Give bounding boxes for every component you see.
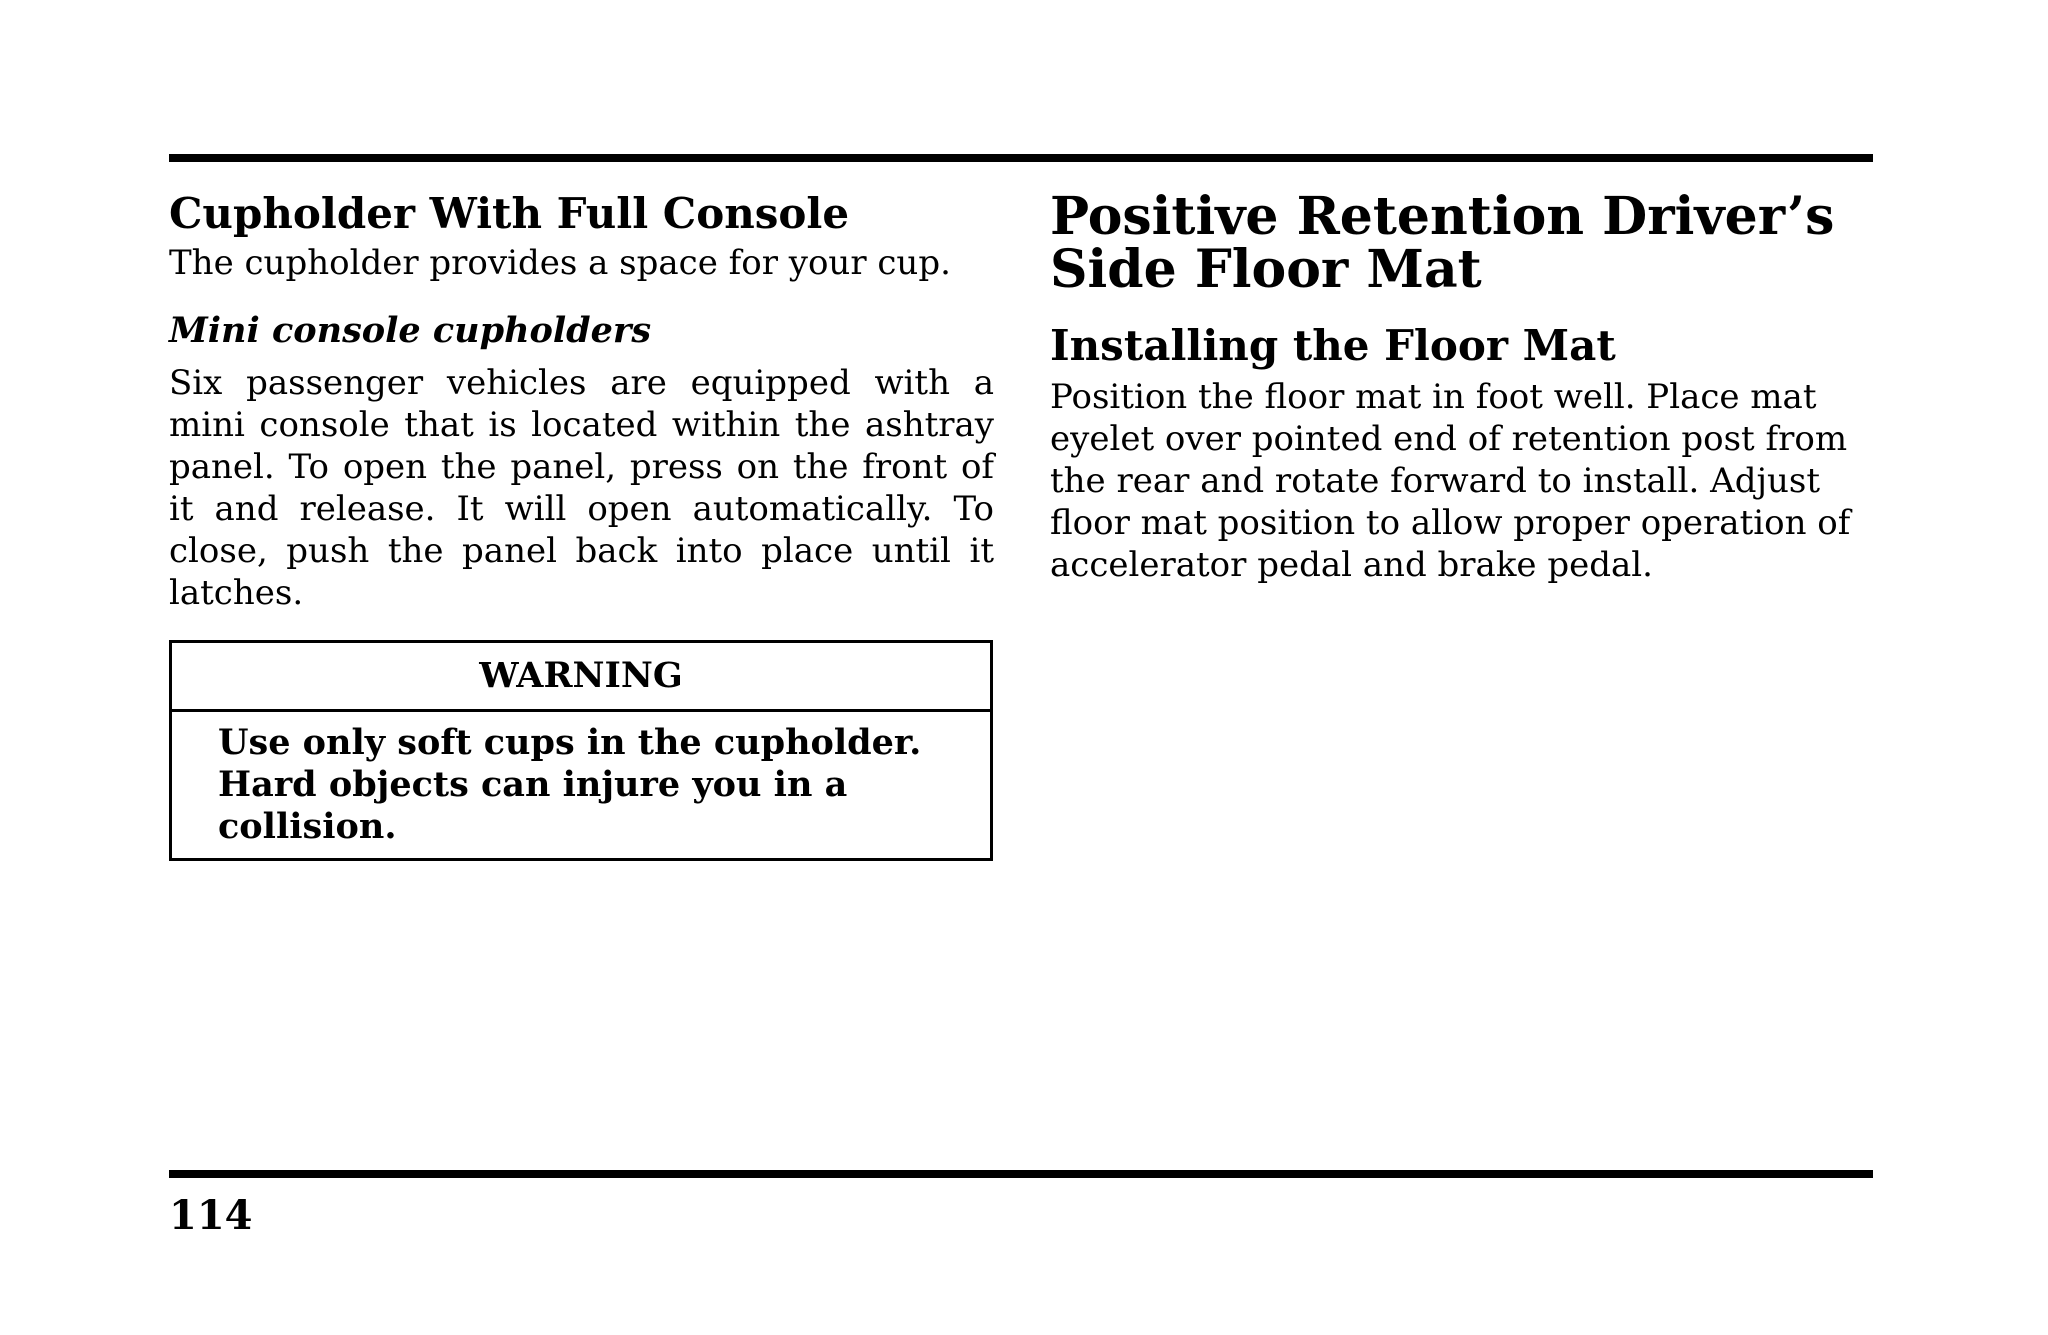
cupholder-section-text: The cupholder provides a space for your cup. <box>169 243 951 284</box>
right-column <box>1050 186 1880 586</box>
warning-heading: WARNING <box>172 643 990 712</box>
left-column <box>169 190 994 861</box>
top-rule <box>169 154 1873 162</box>
floor-mat-main-title: Positive Retention Driver’s Side Floor Mat <box>1050 186 1835 301</box>
page-number: 114 <box>169 1192 253 1239</box>
warning-text <box>172 712 990 858</box>
bottom-rule <box>169 1170 1873 1178</box>
cupholder-section-title: Cupholder With Full Console <box>169 189 850 238</box>
warning-box <box>169 640 993 861</box>
installing-floor-mat-text: Position the floor mat in foot well. Place mat eyelet over pointed end of retention post from the rear and rotate forward to install. Adjust floor mat position to allow proper operation of accelerator pedal and brake pedal. <box>1050 377 1851 586</box>
warning-line: Use only soft cups in the cupholder. <box>218 722 922 764</box>
mini-console-subsection-title: Mini console cupholders <box>169 310 652 352</box>
mini-console-subsection-text: Six passenger vehicles are equipped with a mini console that is located within the ashtray panel. To open the panel, press on the front of it and release. It will open automatically. To close, push the panel back into place until it latches. <box>169 363 994 614</box>
installing-floor-mat-title: Installing the Floor Mat <box>1050 321 1616 371</box>
warning-line: Hard objects can injure you in a <box>218 764 848 806</box>
warning-line: collision. <box>218 806 397 848</box>
